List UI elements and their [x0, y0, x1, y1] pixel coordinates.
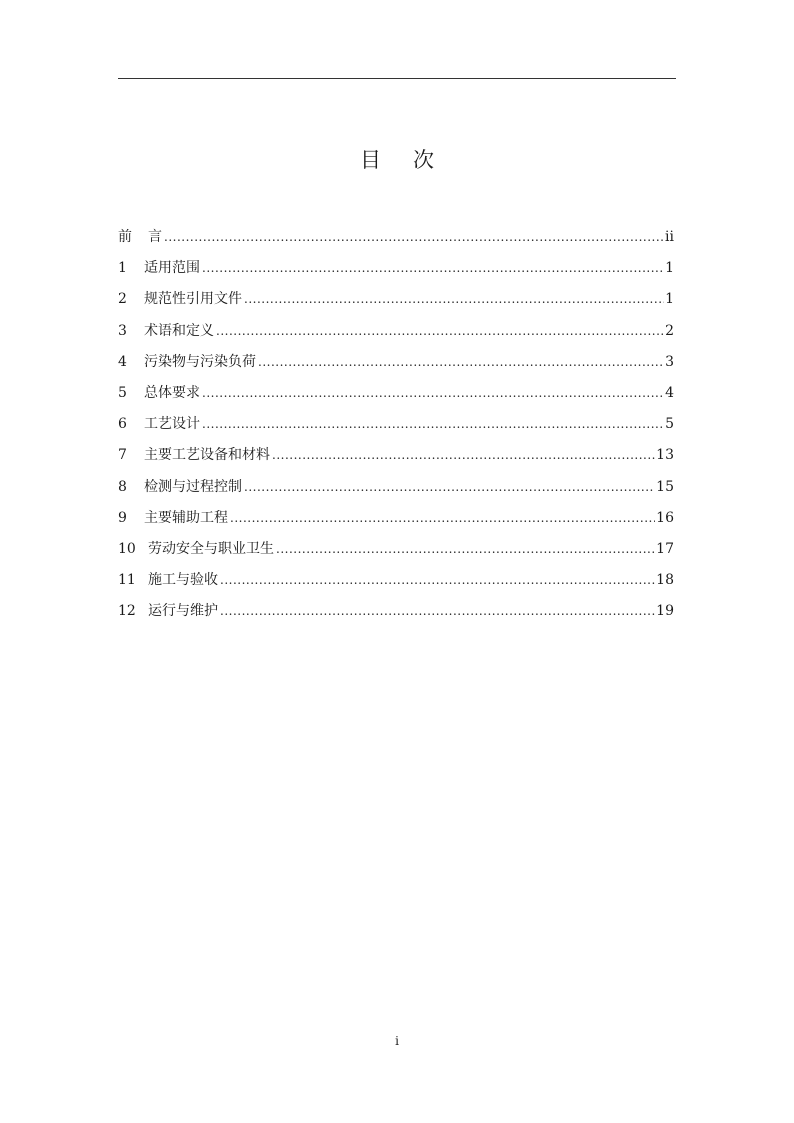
toc-leader-dots [216, 319, 664, 343]
toc-entry[interactable] [118, 256, 674, 287]
table-of-contents [118, 225, 674, 630]
toc-leader-dots [276, 537, 655, 561]
toc-entry[interactable] [118, 537, 674, 568]
toc-entry-foreword[interactable] [118, 225, 674, 256]
toc-leader-dots [202, 412, 664, 436]
toc-entry-number: 8 [118, 478, 127, 495]
page-number: i [395, 1034, 399, 1048]
toc-entry-page: 13 [656, 447, 674, 464]
toc-entry[interactable] [118, 381, 674, 412]
toc-leader-dots [244, 475, 655, 499]
toc-entry-page: ii [665, 229, 674, 245]
toc-entry-page: 19 [656, 603, 674, 620]
toc-entry-label: 劳动安全与职业卫生 [148, 540, 274, 557]
toc-entry[interactable] [118, 412, 674, 443]
toc-entry-page: 5 [665, 416, 674, 433]
toc-leader-dots [164, 225, 664, 249]
toc-entry-number: 10 [118, 540, 136, 557]
toc-leader-dots [202, 381, 664, 405]
toc-leader-dots [258, 350, 664, 374]
toc-entry-label: 前 言 [118, 229, 162, 245]
toc-entry[interactable] [118, 506, 674, 537]
toc-entry-label: 规范性引用文件 [144, 291, 242, 308]
toc-entry-page: 18 [656, 572, 674, 589]
toc-leader-dots [244, 287, 664, 311]
toc-entry-label: 施工与验收 [148, 572, 218, 589]
toc-entry-page: 16 [656, 509, 674, 526]
toc-entry-page: 4 [665, 384, 674, 401]
toc-entry-number: 6 [118, 416, 127, 433]
toc-entry-number: 9 [118, 509, 127, 526]
toc-entry-page: 17 [656, 540, 674, 557]
title-char-1: 目 [360, 148, 381, 172]
toc-leader-dots [272, 443, 655, 467]
toc-entry-label: 运行与维护 [148, 603, 218, 620]
toc-entry[interactable] [118, 599, 674, 630]
toc-entry-page: 1 [665, 291, 674, 308]
header-rule [118, 78, 676, 79]
toc-entry[interactable] [118, 475, 674, 506]
toc-entry-number: 5 [118, 384, 127, 401]
toc-leader-dots [220, 568, 655, 592]
toc-entry-page: 3 [665, 353, 674, 370]
toc-leader-dots [230, 506, 655, 530]
toc-entry[interactable] [118, 319, 674, 350]
toc-entry-label: 术语和定义 [144, 322, 214, 339]
toc-entry-number: 12 [118, 603, 136, 620]
toc-entry-page: 15 [656, 478, 674, 495]
toc-entry-number: 2 [118, 291, 127, 308]
toc-entry-label: 主要工艺设备和材料 [144, 447, 270, 464]
toc-entry[interactable] [118, 443, 674, 474]
toc-entry-number: 11 [118, 572, 136, 589]
page-title [0, 146, 794, 174]
toc-entry-label: 适用范围 [144, 260, 200, 277]
toc-entry[interactable] [118, 568, 674, 599]
title-char-2: 次 [413, 148, 434, 172]
toc-entry-number: 3 [118, 322, 127, 339]
toc-entry[interactable] [118, 350, 674, 381]
toc-entry-label: 总体要求 [144, 384, 200, 401]
toc-entry-number: 4 [118, 353, 127, 370]
toc-entry[interactable] [118, 287, 674, 318]
toc-entry-label: 检测与过程控制 [144, 478, 242, 495]
toc-leader-dots [220, 599, 655, 623]
toc-entry-label: 工艺设计 [144, 416, 200, 433]
toc-entry-number: 7 [118, 447, 127, 464]
toc-entry-page: 2 [665, 322, 674, 339]
toc-entry-page: 1 [665, 260, 674, 277]
toc-entry-label: 主要辅助工程 [144, 509, 228, 526]
toc-entry-label: 污染物与污染负荷 [144, 353, 256, 370]
toc-leader-dots [202, 256, 664, 280]
toc-entry-number: 1 [118, 260, 127, 277]
